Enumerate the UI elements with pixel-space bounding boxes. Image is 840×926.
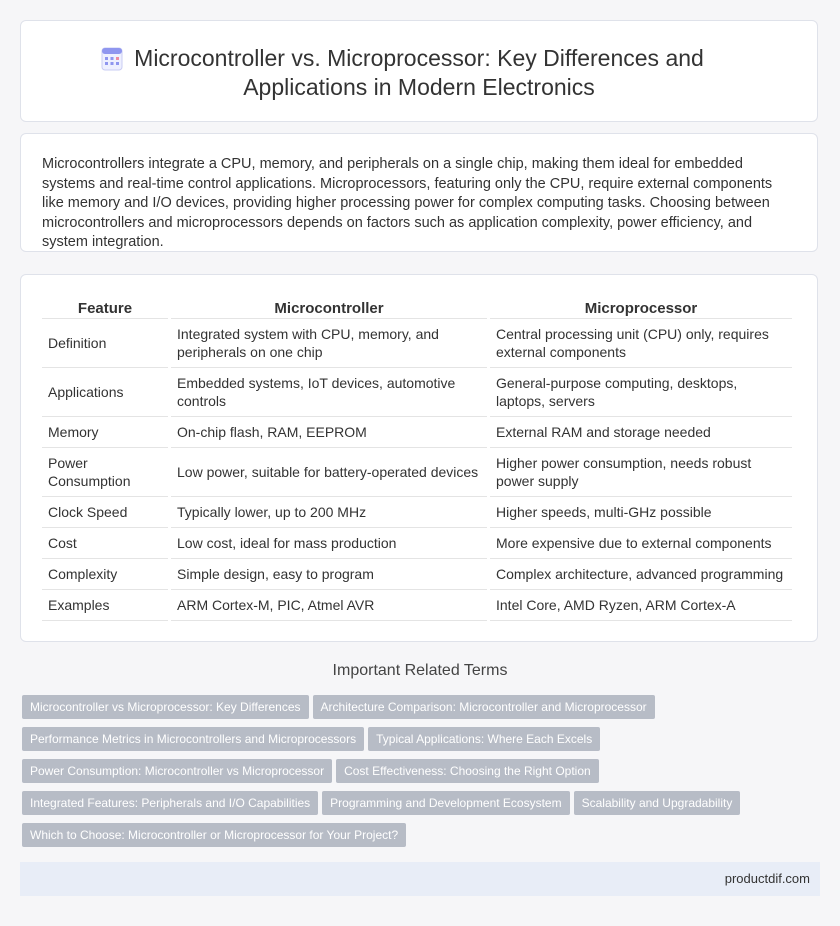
page-title-line2: Applications in Modern Electronics	[243, 74, 595, 100]
table-row	[42, 559, 792, 590]
feature-cell: Power Consumption	[42, 448, 168, 497]
microcontroller-cell: Simple design, easy to program	[171, 559, 487, 590]
feature-cell: Definition	[42, 319, 168, 368]
microprocessor-cell: More expensive due to external components	[490, 528, 792, 559]
intro-paragraph: Microcontrollers integrate a CPU, memory, and peripherals on a single chip, making them ideal for embedded systems and real-time control applications. Microprocessors, featuring only the CPU, require external components like memory and I/O devices, providing higher processing power for complex computing tasks. Choosing between microcontrollers and microprocessors depends on factors such as application complexity, power efficiency, and system integration.	[42, 156, 773, 250]
comparison-table	[39, 297, 795, 621]
microprocessor-cell: Complex architecture, advanced programming	[490, 559, 792, 590]
microcontroller-cell: ARM Cortex-M, PIC, Atmel AVR	[171, 590, 487, 621]
intro-card	[20, 133, 818, 252]
related-term-link[interactable]: Integrated Features: Peripherals and I/O Capabilities	[22, 791, 318, 815]
related-term-link[interactable]: Typical Applications: Where Each Excels	[368, 727, 600, 751]
microcontroller-cell: Low power, suitable for battery-operated devices	[171, 448, 487, 497]
related-term-link[interactable]: Power Consumption: Microcontroller vs Microprocessor	[22, 759, 332, 783]
footer-site-link[interactable]: productdif.com	[724, 871, 810, 886]
related-terms-list	[22, 695, 822, 855]
feature-cell: Examples	[42, 590, 168, 621]
feature-cell: Cost	[42, 528, 168, 559]
related-term-link[interactable]: Scalability and Upgradability	[574, 791, 741, 815]
microprocessor-cell: Central processing unit (CPU) only, requires external components	[490, 319, 792, 368]
related-term-link[interactable]: Programming and Development Ecosystem	[322, 791, 569, 815]
table-row	[42, 528, 792, 559]
comparison-card	[20, 274, 818, 642]
table-header-row	[42, 297, 792, 319]
header-microprocessor: Microprocessor	[490, 297, 792, 319]
related-term-link[interactable]: Microcontroller vs Microprocessor: Key Differences	[22, 695, 309, 719]
microprocessor-cell: Higher power consumption, needs robust power supply	[490, 448, 792, 497]
footer	[20, 862, 820, 896]
microcontroller-cell: Typically lower, up to 200 MHz	[171, 497, 487, 528]
feature-cell: Memory	[42, 417, 168, 448]
page-title-line1: Microcontroller vs. Microprocessor: Key Differences and	[134, 45, 704, 71]
microprocessor-cell: External RAM and storage needed	[490, 417, 792, 448]
microprocessor-cell: Higher speeds, multi-GHz possible	[490, 497, 792, 528]
microprocessor-cell: General-purpose computing, desktops, laptops, servers	[490, 368, 792, 417]
microcontroller-cell: Integrated system with CPU, memory, and peripherals on one chip	[171, 319, 487, 368]
related-terms-title: Important Related Terms	[332, 662, 508, 679]
table-row	[42, 590, 792, 621]
feature-cell: Applications	[42, 368, 168, 417]
table-row	[42, 319, 792, 368]
table-row	[42, 448, 792, 497]
table-row	[42, 497, 792, 528]
related-term-link[interactable]: Performance Metrics in Microcontrollers and Microprocessors	[22, 727, 364, 751]
microprocessor-cell: Intel Core, AMD Ryzen, ARM Cortex-A	[490, 590, 792, 621]
page-title	[21, 44, 817, 102]
related-term-link[interactable]: Which to Choose: Microcontroller or Microprocessor for Your Project?	[22, 823, 406, 847]
related-term-link[interactable]: Architecture Comparison: Microcontroller and Microprocessor	[313, 695, 655, 719]
microcontroller-cell: On-chip flash, RAM, EEPROM	[171, 417, 487, 448]
table-row	[42, 368, 792, 417]
feature-cell: Complexity	[42, 559, 168, 590]
header-feature: Feature	[42, 297, 168, 319]
header-microcontroller: Microcontroller	[171, 297, 487, 319]
table-row	[42, 417, 792, 448]
feature-cell: Clock Speed	[42, 497, 168, 528]
related-term-link[interactable]: Cost Effectiveness: Choosing the Right Option	[336, 759, 599, 783]
header-card	[20, 20, 818, 122]
microcontroller-cell: Low cost, ideal for mass production	[171, 528, 487, 559]
microcontroller-cell: Embedded systems, IoT devices, automotive controls	[171, 368, 487, 417]
